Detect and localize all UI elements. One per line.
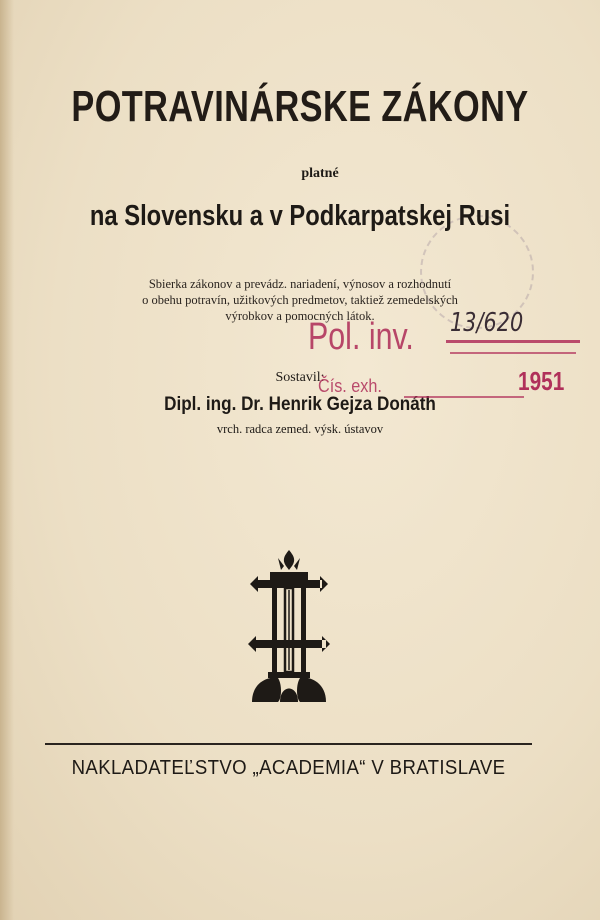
inventory-number: 13/620 bbox=[450, 308, 524, 338]
description-line-1: Sbierka zákonov a prevádz. nariadení, výnosov a rozhodnutí bbox=[148, 277, 452, 291]
spine-shadow bbox=[0, 0, 14, 920]
platne-label: platné bbox=[301, 166, 339, 181]
printer-device-icon bbox=[248, 548, 330, 708]
book-title: POTRAVINÁRSKE ZÁKONY bbox=[71, 82, 529, 131]
description-line-3: výrobkov a pomocných látok. bbox=[225, 309, 375, 323]
compiled-by-label: Sostavil: bbox=[275, 370, 325, 385]
author-name: Dipl. ing. Dr. Henrik Gejza Donáth bbox=[164, 394, 436, 415]
exhibit-stamp-label: Čís. exh. bbox=[318, 376, 382, 396]
stamp-line bbox=[450, 352, 576, 354]
stamp-line bbox=[446, 340, 580, 343]
publisher-name: NAKLADATEĽSTVO „ACADEMIA“ V BRATISLAVE bbox=[71, 757, 506, 779]
stamp-year: 1951 bbox=[518, 366, 565, 396]
author-role: vrch. radca zemed. výsk. ústavov bbox=[216, 422, 384, 436]
inventory-stamp-label: Pol. inv. bbox=[308, 316, 414, 358]
publisher-rule bbox=[45, 743, 532, 745]
stamp-line bbox=[404, 396, 524, 398]
description-line-2: o obehu potravín, užitkových predmetov, taktiež zemedelských bbox=[142, 293, 458, 307]
book-subtitle: na Slovensku a v Podkarpatskej Rusi bbox=[89, 200, 511, 232]
